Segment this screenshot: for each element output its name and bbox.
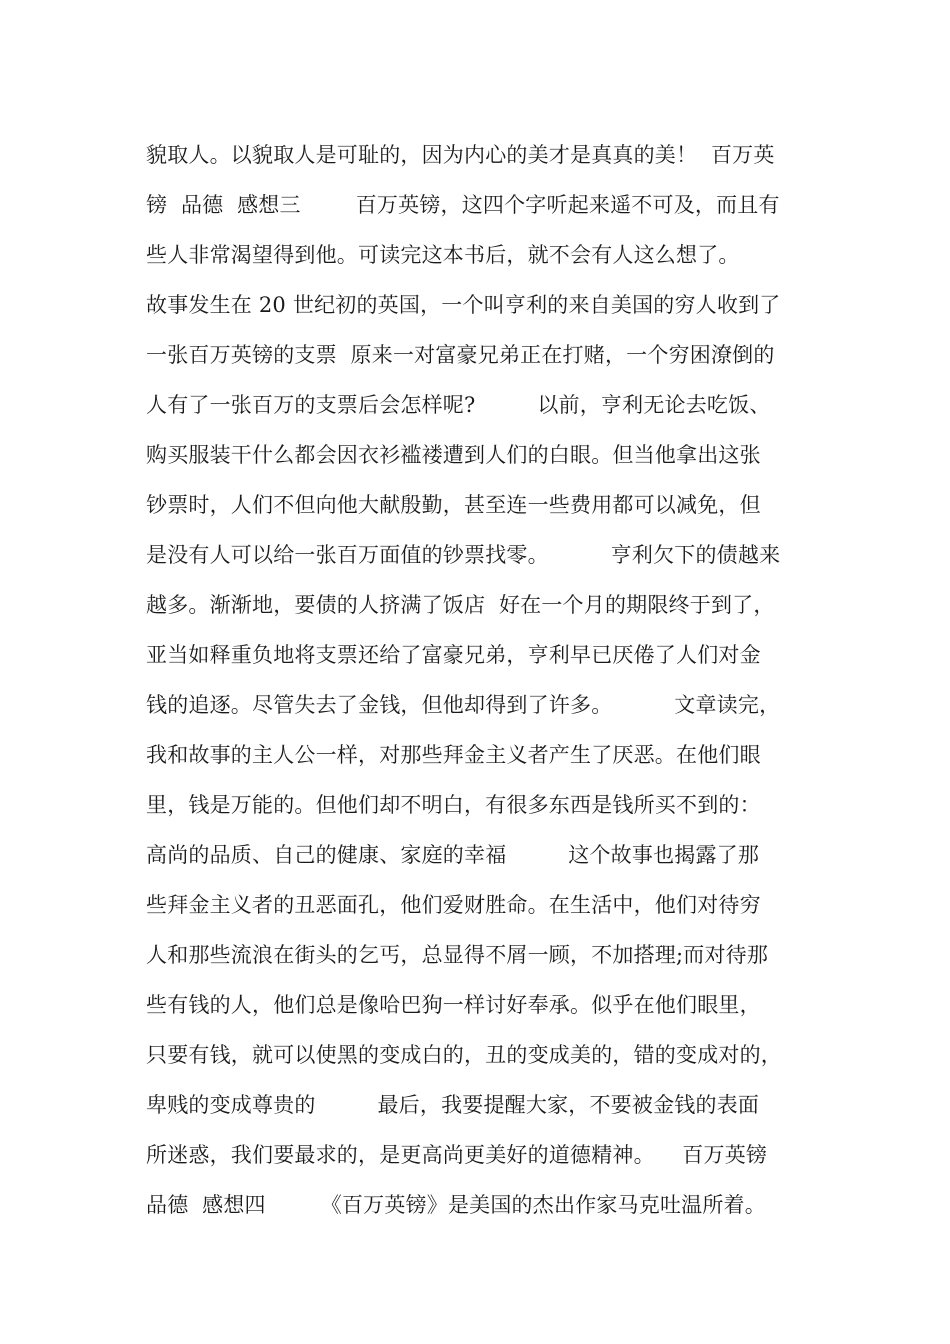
text-line-4: 故事发生在 20 世纪初的英国，一个叫亨利的来自美国的穷人收到了 bbox=[146, 293, 781, 317]
text-line-20: 卑贱的变成尊贵的 最后，我要提醒大家，不要被金钱的表面 bbox=[146, 1093, 760, 1117]
text-line-19: 只要有钱，就可以使黑的变成白的，丑的变成美的，错的变成对的， bbox=[146, 1043, 782, 1067]
text-line-21: 所迷惑，我们要最求的，是更高尚更美好的道德精神。 百万英镑 bbox=[146, 1143, 768, 1167]
text-line-7: 购买服装干什么都会因衣衫褴褛遭到人们的白眼。但当他拿出这张 bbox=[146, 443, 761, 467]
text-line-18: 些有钱的人，他们总是像哈巴狗一样讨好奉承。似乎在他们眼里， bbox=[146, 993, 761, 1017]
text-line-9: 是没有人可以给一张百万面值的钞票找零。 亨利欠下的债越来 bbox=[146, 543, 781, 567]
text-line-11: 亚当如释重负地将支票还给了富豪兄弟，亨利早已厌倦了人们对金 bbox=[146, 643, 761, 667]
text-line-3: 些人非常渴望得到他。可读完这本书后，就不会有人这么想了。 bbox=[146, 243, 740, 267]
text-line-2: 镑 品德 感想三 百万英镑，这四个字听起来遥不可及，而且有 bbox=[146, 193, 780, 217]
text-line-16: 些拜金主义者的丑恶面孔，他们爱财胜命。在生活中，他们对待穷 bbox=[146, 893, 761, 917]
text-line-5: 一张百万英镑的支票 原来一对富豪兄弟正在打赌，一个穷困潦倒的 bbox=[146, 343, 775, 367]
text-line-1: 貌取人。以貌取人是可耻的，因为内心的美才是真真的美！ 百万英 bbox=[146, 143, 775, 167]
text-line-10: 越多。渐渐地，要债的人挤满了饭店 好在一个月的期限终于到了， bbox=[146, 593, 775, 617]
text-line-17: 人和那些流浪在街头的乞丐，总显得不屑一顾，不加搭理;而对待那 bbox=[146, 943, 769, 967]
text-line-13: 我和故事的主人公一样，对那些拜金主义者产生了厌恶。在他们眼 bbox=[146, 743, 761, 767]
text-line-15: 高尚的品质、自己的健康、家庭的幸福 这个故事也揭露了那 bbox=[146, 843, 760, 867]
text-line-12: 钱的追逐。尽管失去了金钱，但他却得到了许多。 文章读完， bbox=[146, 693, 781, 717]
text-line-6: 人有了一张百万的支票后会怎样呢? 以前，亨利无论去吃饭、 bbox=[146, 393, 771, 417]
body-text bbox=[146, 130, 846, 1230]
text-line-8: 钞票时，人们不但向他大献殷勤，甚至连一些费用都可以减免，但 bbox=[146, 493, 761, 517]
text-line-14: 里，钱是万能的。但他们却不明白，有很多东西是钱所买不到的： bbox=[146, 793, 761, 817]
text-line-22: 品德 感想四 《百万英镑》是美国的杰出作家马克吐温所着。 bbox=[146, 1193, 766, 1217]
